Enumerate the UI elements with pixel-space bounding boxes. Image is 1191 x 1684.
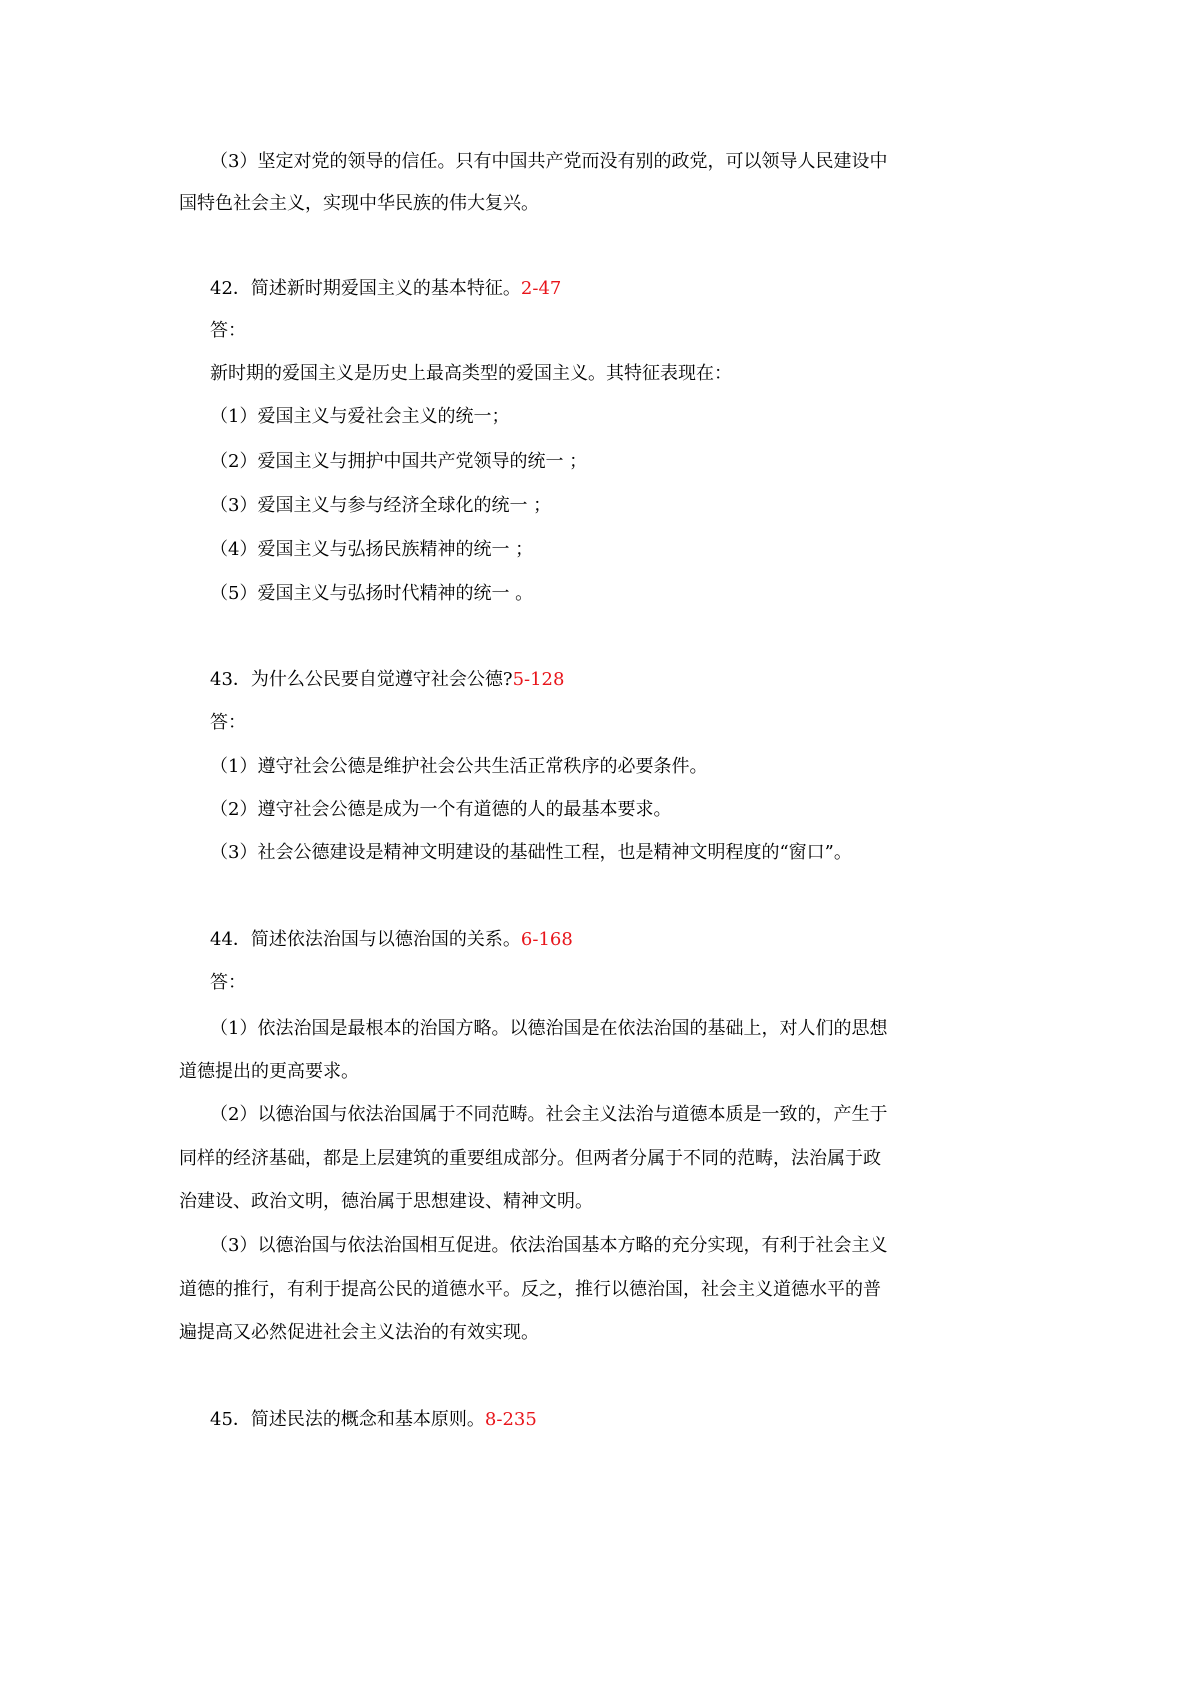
intro-line-2: 国特色社会主义，实现中华民族的伟大复兴。 [179,193,539,214]
answer-42-line: （1）爱国主义与爱社会主义的统一； [210,406,510,427]
answer-44-line: （3）以德治国与依法治国相互促进。依法治国基本方略的充分实现，有利于社会主义 [210,1235,888,1256]
question-44 [210,928,573,952]
question-42 [210,277,561,301]
answer-44-line: 治建设、政治文明，德治属于思想建设、精神文明。 [179,1191,593,1212]
answer-44-line: 道德的推行，有利于提高公民的道德水平。反之，推行以德治国，社会主义道德水平的普 [179,1279,881,1300]
question-43-text: 43．为什么公民要自觉遵守社会公德? [210,669,513,690]
answer-43-line: （3）社会公德建设是精神文明建设的基础性工程，也是精神文明程度的“窗口”。 [210,842,852,863]
answer-43-line: （2）遵守社会公德是成为一个有道德的人的最基本要求。 [210,799,672,820]
intro-line-1: （3）坚定对党的领导的信任。只有中国共产党而没有别的政党，可以领导人民建设中 [210,151,888,172]
question-43-reference: 5-128 [512,669,565,690]
answer-44-line: （1）依法治国是最根本的治国方略。以德治国是在依法治国的基础上，对人们的思想 [210,1018,888,1039]
answer-43-label: 答： [210,712,246,733]
question-44-text: 44．简述依法治国与以德治国的关系。 [210,929,521,950]
answer-42-line: 新时期的爱国主义是历史上最高类型的爱国主义。其特征表现在： [210,363,732,384]
question-42-text: 42．简述新时期爱国主义的基本特征。 [210,278,521,299]
answer-42-line: （2）爱国主义与拥护中国共产党领导的统一 ； [210,451,588,472]
answer-43-line: （1）遵守社会公德是维护社会公共生活正常秩序的必要条件。 [210,756,708,777]
answer-42-line: （5）爱国主义与弘扬时代精神的统一 。 [210,583,534,604]
answer-44-line: 同样的经济基础，都是上层建筑的重要组成部分。但两者分属于不同的范畴，法治属于政 [179,1148,881,1169]
question-43 [210,668,564,692]
answer-44-line: 道德提出的更高要求。 [179,1061,359,1082]
question-45-text: 45．简述民法的概念和基本原则。 [210,1409,485,1430]
question-44-reference: 6-168 [520,929,573,950]
answer-42-line: （3）爱国主义与参与经济全球化的统一 ； [210,495,552,516]
question-45 [210,1408,537,1432]
answer-42-label: 答： [210,320,246,341]
answer-44-label: 答： [210,972,246,993]
answer-42-line: （4）爱国主义与弘扬民族精神的统一 ； [210,539,534,560]
answer-44-line: （2）以德治国与依法治国属于不同范畴。社会主义法治与道德本质是一致的，产生于 [210,1104,888,1125]
answer-44-line: 遍提高又必然促进社会主义法治的有效实现。 [179,1322,539,1343]
question-42-reference: 2-47 [520,278,562,299]
question-45-reference: 8-235 [484,1409,537,1430]
